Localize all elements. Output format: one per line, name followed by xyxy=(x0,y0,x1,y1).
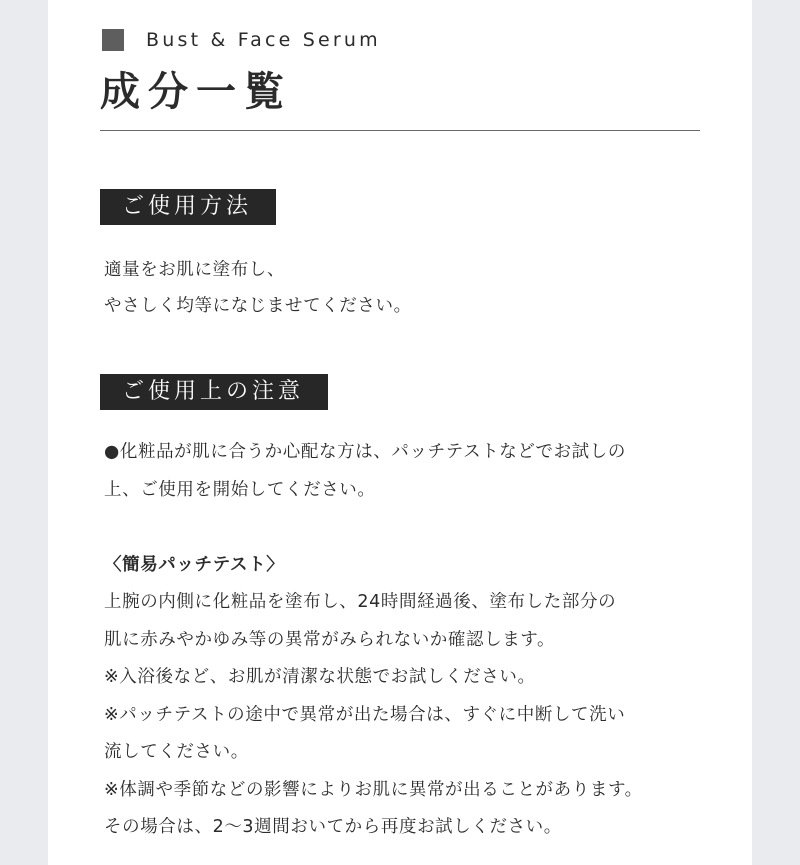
patch-test-line: 上腕の内側に化粧品を塗布し、24時間経過後、塗布した部分の xyxy=(104,592,617,612)
caution-section-label: ご使用上の注意 xyxy=(100,374,328,410)
caution-text xyxy=(104,434,643,847)
patch-test-heading: 〈簡易パッチテスト〉 xyxy=(104,554,285,575)
patch-test-line: ※体調や季節などの影響によりお肌に異常が出ることがあります。 xyxy=(104,779,643,800)
patch-test-line: 肌に赤みやかゆみ等の異常がみられないか確認します。 xyxy=(104,629,556,650)
usage-line: 適量をお肌に塗布し、 xyxy=(104,260,285,280)
brand-header xyxy=(102,28,381,52)
square-bullet-icon xyxy=(102,29,124,51)
usage-section-label: ご使用方法 xyxy=(100,189,276,225)
brand-name: Bust & Face Serum xyxy=(146,29,381,51)
patch-test-line: その場合は、2〜3週間おいてから再度お試しください。 xyxy=(104,817,562,837)
content-sheet xyxy=(48,0,752,865)
patch-test-line: ※パッチテストの途中で異常が出た場合は、すぐに中断して洗い xyxy=(104,704,626,725)
caution-intro-line: ●化粧品が肌に合うか心配な方は、パッチテストなどでお試しの xyxy=(104,442,626,462)
paragraph-spacer xyxy=(104,509,643,547)
page-title: 成分一覧 xyxy=(100,69,292,115)
usage-line: やさしく均等になじませてください。 xyxy=(104,296,412,316)
patch-test-line: 流してください。 xyxy=(104,742,249,762)
caution-intro-line: 上、ご使用を開始してください。 xyxy=(104,479,376,500)
title-divider xyxy=(100,130,700,131)
usage-text xyxy=(104,252,412,324)
patch-test-line: ※入浴後など、お肌が清潔な状態でお試しください。 xyxy=(104,667,536,687)
